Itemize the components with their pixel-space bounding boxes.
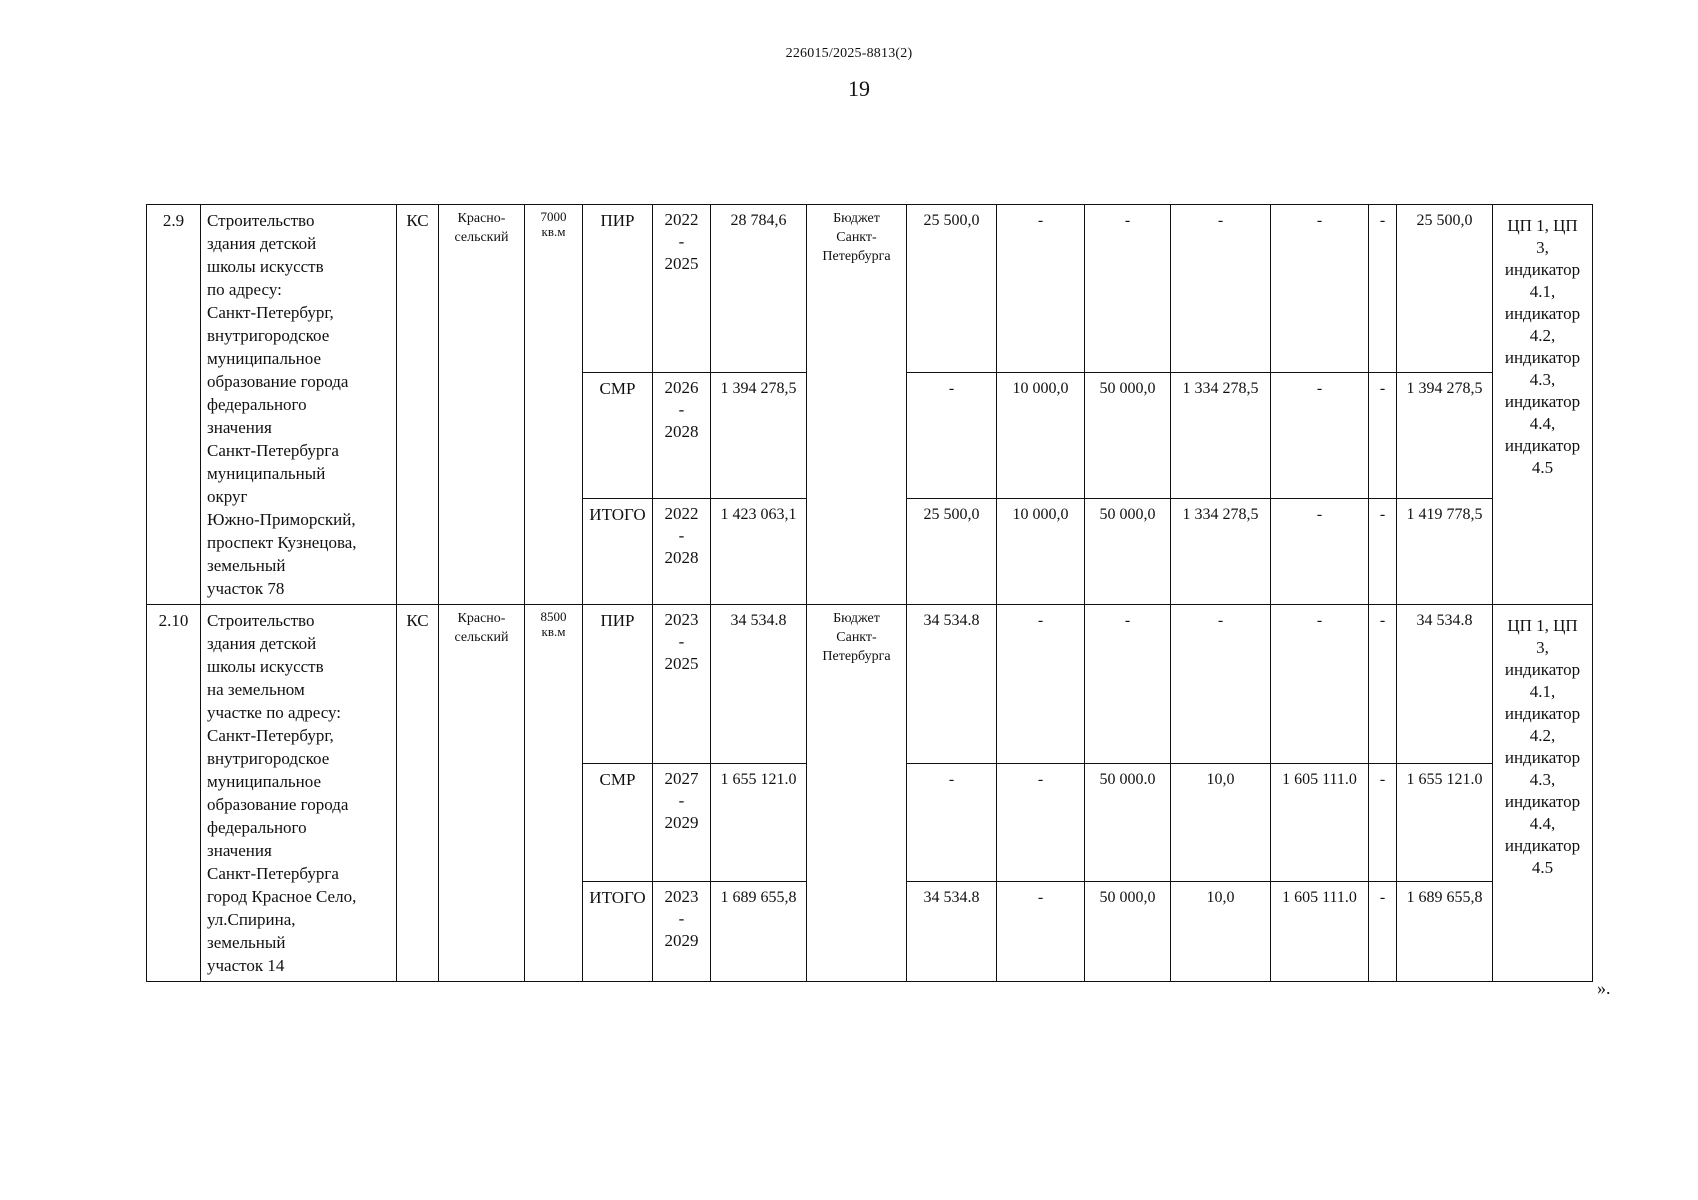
value-cell: - bbox=[1085, 605, 1171, 764]
row-number: 2.10 bbox=[147, 605, 201, 982]
year-dash: - bbox=[678, 632, 685, 651]
funding-source: Бюджет Санкт- Петербурга bbox=[807, 605, 907, 982]
value-cell: 10 000,0 bbox=[997, 498, 1085, 604]
year-y2: 2029 bbox=[664, 812, 699, 832]
value-cell: 25 500,0 bbox=[907, 498, 997, 604]
value-cell: 1 605 111.0 bbox=[1271, 882, 1369, 982]
year-dash: - bbox=[678, 400, 685, 420]
value-cell: - bbox=[997, 605, 1085, 764]
value-cell: - bbox=[907, 373, 997, 499]
value-cell: 1 419 778,5 bbox=[1397, 498, 1493, 604]
document-id: 226015/2025-8813(2) bbox=[785, 46, 913, 61]
year-y2: 2029 bbox=[664, 931, 699, 951]
object-name: Строительство здания детской школы искусств по адресу: Санкт-Петербург, внутригородское муниципальное образование города федерального значения Санкт-Петербурга муниципальный округ Южно-Приморский, проспект Кузнецова, земельный участок 78 bbox=[201, 205, 397, 605]
capacity: 8500 кв.м bbox=[525, 605, 583, 982]
value-cell: 25 500,0 bbox=[907, 205, 997, 373]
year-y1: 2026 bbox=[664, 378, 699, 398]
value-cell: - bbox=[907, 763, 997, 882]
value-cell: - bbox=[997, 882, 1085, 982]
value-cell: 1 655 121.0 bbox=[1397, 763, 1493, 882]
stage-years bbox=[653, 605, 711, 764]
value-cell: - bbox=[1171, 605, 1271, 764]
stage-years bbox=[653, 498, 711, 604]
table-row bbox=[147, 205, 1593, 373]
stage-years bbox=[653, 882, 711, 982]
value-cell: 10 000,0 bbox=[997, 373, 1085, 499]
object-type: КС bbox=[397, 205, 439, 605]
year-y1: 2023 bbox=[664, 610, 699, 629]
year-y1: 2023 bbox=[664, 887, 699, 907]
district: Красно- сельский bbox=[439, 205, 525, 605]
value-cell: - bbox=[997, 205, 1085, 373]
value-cell: 1 334 278,5 bbox=[1171, 373, 1271, 499]
stage-label: СМР bbox=[583, 763, 653, 882]
value-cell: - bbox=[1369, 373, 1397, 499]
year-y1: 2027 bbox=[664, 768, 699, 788]
value-cell: 34 534.8 bbox=[907, 605, 997, 764]
value-cell: - bbox=[1085, 205, 1171, 373]
object-type: КС bbox=[397, 605, 439, 982]
value-cell: - bbox=[1271, 205, 1369, 373]
value-cell: - bbox=[1369, 882, 1397, 982]
goals-indicators: ЦП 1, ЦП 3, индикатор 4.1, индикатор 4.2, индикатор 4.3, индикатор 4.4, индикатор 4.5 bbox=[1493, 605, 1593, 982]
closing-quote: ». bbox=[1597, 978, 1611, 998]
capacity: 7000 кв.м bbox=[525, 205, 583, 605]
value-cell: - bbox=[1369, 605, 1397, 764]
stage-cost: 1 394 278,5 bbox=[711, 373, 807, 499]
stage-cost: 1 655 121.0 bbox=[711, 763, 807, 882]
year-y2: 2025 bbox=[664, 254, 699, 273]
year-dash: - bbox=[678, 790, 685, 810]
value-cell: 1 689 655,8 bbox=[1397, 882, 1493, 982]
stage-cost: 1 689 655,8 bbox=[711, 882, 807, 982]
page-number: 19 bbox=[848, 76, 870, 101]
table-row bbox=[147, 605, 1593, 764]
funding-source: Бюджет Санкт- Петербурга bbox=[807, 205, 907, 605]
value-cell: - bbox=[1171, 205, 1271, 373]
value-cell: - bbox=[1369, 205, 1397, 373]
year-y1: 2022 bbox=[664, 210, 699, 229]
year-y1: 2022 bbox=[664, 503, 699, 523]
value-cell: 34 534.8 bbox=[1397, 605, 1493, 764]
year-dash: - bbox=[678, 232, 685, 251]
stage-years bbox=[653, 763, 711, 882]
value-cell: 25 500,0 bbox=[1397, 205, 1493, 373]
year-dash: - bbox=[678, 909, 685, 929]
stage-label: ПИР bbox=[583, 205, 653, 373]
value-cell: - bbox=[997, 763, 1085, 882]
stage-label: ПИР bbox=[583, 605, 653, 764]
value-cell: - bbox=[1271, 498, 1369, 604]
row-number: 2.9 bbox=[147, 205, 201, 605]
value-cell: 50 000,0 bbox=[1085, 498, 1171, 604]
stage-label: ИТОГО bbox=[583, 882, 653, 982]
year-y2: 2028 bbox=[664, 422, 699, 442]
stage-label: СМР bbox=[583, 373, 653, 499]
value-cell: - bbox=[1369, 763, 1397, 882]
value-cell: 10,0 bbox=[1171, 763, 1271, 882]
stage-label: ИТОГО bbox=[583, 498, 653, 604]
object-name: Строительство здания детской школы искусств на земельном участке по адресу: Санкт-Петербург, внутригородское муниципальное образование города федерального значения Санкт-Петербурга город Красное Село, ул.Спирина, земельный участок 14 bbox=[201, 605, 397, 982]
table-body bbox=[147, 205, 1593, 982]
value-cell: 1 605 111.0 bbox=[1271, 763, 1369, 882]
year-y2: 2028 bbox=[664, 547, 699, 567]
value-cell: 34 534.8 bbox=[907, 882, 997, 982]
value-cell: 10,0 bbox=[1171, 882, 1271, 982]
value-cell: 1 334 278,5 bbox=[1171, 498, 1271, 604]
district: Красно- сельский bbox=[439, 605, 525, 982]
value-cell: - bbox=[1271, 373, 1369, 499]
stage-cost: 1 423 063,1 bbox=[711, 498, 807, 604]
budget-table bbox=[146, 204, 1593, 982]
value-cell: - bbox=[1369, 498, 1397, 604]
year-dash: - bbox=[678, 525, 685, 545]
goals-indicators: ЦП 1, ЦП 3, индикатор 4.1, индикатор 4.2, индикатор 4.3, индикатор 4.4, индикатор 4.5 bbox=[1493, 205, 1593, 605]
stage-cost: 34 534.8 bbox=[711, 605, 807, 764]
year-y2: 2025 bbox=[664, 654, 699, 673]
stage-years bbox=[653, 205, 711, 373]
value-cell: 50 000,0 bbox=[1085, 373, 1171, 499]
value-cell: - bbox=[1271, 605, 1369, 764]
value-cell: 1 394 278,5 bbox=[1397, 373, 1493, 499]
stage-cost: 28 784,6 bbox=[711, 205, 807, 373]
value-cell: 50 000.0 bbox=[1085, 763, 1171, 882]
stage-years bbox=[653, 373, 711, 499]
value-cell: 50 000,0 bbox=[1085, 882, 1171, 982]
